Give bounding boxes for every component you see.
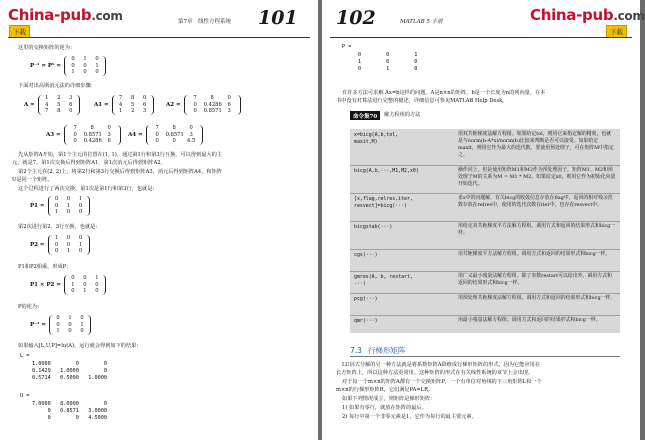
command-syntax-line: pcg(···) bbox=[354, 296, 378, 302]
command-row bbox=[350, 315, 620, 333]
paragraph-3b: m×n的行梯形矩阵R，它们满足PA=LR。 bbox=[336, 387, 434, 393]
command-description: 操作同上。但是使用矩阵M1和M2作为预处理因子。矩阵M1、M2和预处理子M的关系为M = M1 * M2。如果给定x0，则用它作为初始化向量开始迭代。 bbox=[458, 167, 616, 187]
matrix-cell: 1 bbox=[80, 321, 84, 328]
matrix-a-label: A = bbox=[24, 101, 35, 108]
matrix-cell: 3 bbox=[142, 108, 147, 114]
command-syntax-line: bicg(A,b,···,M1,M2,x0) bbox=[354, 168, 419, 174]
list-item-1: 1) 如果有零行，就放在矩阵的最后。 bbox=[342, 405, 427, 411]
matrix-cell: 0 bbox=[54, 202, 59, 209]
l-label: L = bbox=[20, 353, 30, 359]
header-rule bbox=[8, 37, 310, 38]
matrix-cell: 1 bbox=[66, 202, 71, 209]
matrix-cell: 0 bbox=[142, 95, 147, 101]
command-description: 用广义最小残量法解方程组。除了参数restart可以给出外，调用方式和返回的结果形式和bicg一样。 bbox=[458, 273, 612, 286]
matrix-cell: 6 bbox=[107, 138, 111, 144]
matrix-p2-label: P2 = bbox=[30, 241, 45, 248]
matrix-cell: 0 bbox=[193, 101, 197, 108]
command-syntax-line: qmr(···) bbox=[354, 318, 378, 324]
matrix-row bbox=[149, 138, 200, 145]
matrix-cell: 0 bbox=[68, 328, 72, 334]
matrix-cell: 1 bbox=[83, 56, 87, 62]
pinv-label: P⁻¹ = Pᵀ = bbox=[30, 62, 62, 69]
matrix-p2 bbox=[30, 235, 90, 255]
paragraph-2: LU因式分解的另一种方法就是将系数矩阵A降维成行梯形矩阵的形式，因为它能应用在 bbox=[342, 362, 541, 368]
matrix-row bbox=[67, 69, 103, 76]
command-syntax bbox=[354, 274, 413, 288]
paragraph-1b: 书中没有对算法进行完整的描述，详细信息可参见MATLAB Help Desk。 bbox=[336, 98, 508, 104]
matrix-cell: 0 bbox=[80, 328, 84, 334]
matrix-cell: 4 bbox=[45, 101, 49, 108]
matrix-cell: 5 bbox=[57, 101, 61, 108]
china-pub-logo[interactable]: China-pub.com bbox=[8, 6, 123, 24]
section-heading bbox=[350, 345, 405, 356]
output-row: 0 1 0 bbox=[358, 66, 418, 72]
matrix-a2 bbox=[166, 95, 241, 115]
matrix-cell: 0.8571 bbox=[165, 131, 184, 138]
section-title: 行梯形矩阵 bbox=[367, 346, 406, 355]
matrix-cell: 0.8571 bbox=[203, 108, 222, 114]
output-row: 0.1429 1.0000 0 bbox=[32, 368, 107, 374]
row-separator bbox=[350, 293, 620, 294]
command-description: 用最小残量法解方程组。调用方式和返回的结果形式和bicg一样。 bbox=[458, 317, 601, 323]
matrix-cell: 0 bbox=[66, 235, 71, 241]
output-row: 0 0 4.5000 bbox=[32, 415, 107, 421]
row-separator bbox=[350, 165, 620, 166]
command-set-heading bbox=[350, 111, 420, 120]
book-title: MATLAB 5 手册 bbox=[400, 19, 443, 25]
command-syntax-line: maxit,M) bbox=[354, 139, 378, 145]
p-output bbox=[358, 52, 417, 73]
matrix-cell: 0 bbox=[54, 196, 59, 202]
l-output bbox=[32, 361, 107, 382]
matrix-a3 bbox=[46, 125, 121, 145]
matrix-a bbox=[24, 95, 80, 115]
paragraph-4: 如果下列情况成立，则矩阵是梯形矩阵： bbox=[342, 396, 436, 402]
matrix-cell: 7 bbox=[45, 108, 49, 114]
matrix-row bbox=[187, 108, 238, 115]
matrix-p1p2 bbox=[30, 275, 106, 295]
matrix-cell: 0 bbox=[56, 321, 60, 328]
command-row bbox=[350, 129, 620, 165]
matrix-row bbox=[115, 108, 151, 115]
intro-text: 这里的交换矩阵的逆为： bbox=[18, 45, 76, 51]
row-separator bbox=[350, 315, 620, 316]
matrix-cell: 0 bbox=[68, 321, 72, 328]
matrix-pinv2-label: P⁻¹ = bbox=[30, 321, 46, 328]
matrix-cell: 1 bbox=[54, 209, 59, 215]
matrix-cell: 7 bbox=[155, 125, 159, 131]
matrix-a3-label: A3 = bbox=[46, 131, 61, 138]
matrix-brackets bbox=[48, 235, 90, 255]
command-syntax bbox=[354, 132, 398, 146]
matrix-cell: 0 bbox=[71, 56, 75, 62]
command-row bbox=[350, 249, 620, 271]
matrix-cell: 1 bbox=[71, 69, 75, 75]
command-description: 用双共轭梯度法解方程组。如果给定tol，则用它来指定解的精度，也就是与norm(b-A*x)/norm(b)比较来判断是否可以接受。如果给定maxit，则用它作为最大的迭代数。要使用预处理子，可在矩阵M中指定之。 bbox=[458, 131, 614, 158]
matrix-cell: 0 bbox=[83, 281, 87, 288]
matrix-cell: 3 bbox=[107, 131, 111, 138]
matrix-cell: 0 bbox=[66, 196, 71, 202]
row-separator bbox=[350, 249, 620, 250]
row-separator bbox=[350, 193, 620, 194]
matrix-cell: 1 bbox=[95, 62, 99, 69]
command-description: 用给定双共轭梯度平方法解方程组。调用方式和返回的结果形式和bicg一样。 bbox=[458, 223, 616, 236]
matrix-cell: 0 bbox=[66, 241, 71, 248]
matrix-row bbox=[51, 209, 87, 216]
command-syntax-line: gmres(A, b, restart, bbox=[354, 274, 413, 280]
command-row bbox=[350, 165, 620, 193]
page-number: 102 bbox=[336, 7, 376, 29]
command-syntax-line: x=bicg(A,b,tol, bbox=[354, 132, 399, 138]
command-row bbox=[350, 193, 620, 221]
command-syntax bbox=[354, 252, 378, 259]
paragraph-6: P的逆为： bbox=[18, 304, 43, 310]
matrix-brackets bbox=[146, 125, 203, 145]
paragraph-2: 第2个主元在(2, 2)上，将第2行和第3行交换后得到矩阵A3，消元后得到矩阵A4，和矩阵 bbox=[18, 169, 222, 175]
matrix-cell: 0 bbox=[54, 248, 59, 254]
command-set-title: 解方程组的方法 bbox=[384, 112, 421, 118]
command-syntax bbox=[354, 196, 413, 210]
matrix-row bbox=[41, 108, 77, 115]
matrix-cell: 2 bbox=[130, 108, 135, 114]
matrix-cell: 0 bbox=[66, 209, 71, 215]
matrix-cell: 7 bbox=[193, 95, 197, 101]
matrix-a1 bbox=[94, 95, 154, 115]
matrix-p1 bbox=[30, 196, 90, 216]
download-badge[interactable]: 下载 bbox=[606, 25, 627, 38]
matrix-cell: 1 bbox=[45, 95, 49, 101]
matrix-cell: 0 bbox=[73, 138, 77, 144]
matrix-cell: 1 bbox=[78, 196, 83, 202]
p-label: P = bbox=[342, 44, 352, 50]
matrix-cell: 0 bbox=[56, 315, 60, 321]
matrix-cell: 0 bbox=[172, 138, 176, 144]
matrix-cell: 1 bbox=[66, 248, 71, 254]
output-row: 0 0 1 bbox=[358, 52, 418, 58]
matrix-pinv2 bbox=[30, 315, 91, 335]
matrix-brackets bbox=[64, 56, 106, 76]
paragraph-5: P1和P2相乘，形成P： bbox=[18, 264, 72, 270]
matrix-cell: 8 bbox=[210, 95, 214, 101]
command-syntax-line: ···) bbox=[354, 281, 366, 287]
matrix-cell: 6 bbox=[142, 101, 147, 108]
matrix-cell: 0.4286 bbox=[203, 101, 222, 108]
matrix-cell: 7 bbox=[73, 125, 77, 131]
matrix-cell: 8 bbox=[130, 95, 135, 101]
command-syntax-line: cgs(···) bbox=[354, 252, 378, 258]
matrix-cell: 0 bbox=[95, 56, 99, 62]
paragraph-1b: 元，就是7。第1次交换后得到矩阵A1，第1次消元后得到矩阵A2。 bbox=[12, 160, 166, 166]
page-number: 101 bbox=[258, 7, 298, 29]
matrix-cell: 3 bbox=[227, 108, 231, 114]
matrix-cell: 0 bbox=[54, 241, 59, 248]
u-label: U = bbox=[20, 393, 30, 399]
chapter-title: 第7章 线性方程系统 bbox=[178, 19, 231, 25]
list-item-2: 2) 每行中第一个非零元素是1，它作为每行的最主要元素。 bbox=[342, 414, 477, 420]
matrix-brackets bbox=[38, 95, 80, 115]
row-separator bbox=[350, 271, 620, 272]
matrix-brackets bbox=[184, 95, 241, 115]
matrix-cell: 0 bbox=[71, 288, 75, 294]
output-row: 0 0.8571 3.0000 bbox=[32, 408, 107, 414]
matrix-cell: 2 bbox=[57, 95, 61, 101]
matrix-cell: 0 bbox=[78, 202, 83, 209]
output-row: 1.0000 0 0 bbox=[32, 361, 107, 367]
matrix-cell: 1 bbox=[56, 328, 60, 334]
paragraph-3: 这个过程进行了两次交换，第1次是第1行和第3行，也就是： bbox=[18, 186, 158, 192]
paragraph-3: 对于每一个m×n的矩阵A都有一个交换矩阵P，一个有单位对角线的下三角矩阵L和一个 bbox=[342, 379, 542, 385]
steps-intro: 下面对出高斯消元法的详细步骤： bbox=[18, 83, 96, 89]
matrix-cell: 0 bbox=[95, 288, 99, 294]
pinv-matrix bbox=[30, 56, 106, 76]
matrix-p1p2-label: P1 × P2 = bbox=[30, 281, 61, 288]
matrix-cell: 4.5 bbox=[187, 138, 196, 144]
command-syntax bbox=[354, 318, 378, 325]
matrix-cell: 3 bbox=[189, 131, 193, 138]
paragraph-4: 第2次进行第2、3行互换，也就是： bbox=[18, 224, 101, 230]
matrix-cell: 1 bbox=[78, 241, 83, 248]
download-badge[interactable]: 下载 bbox=[9, 25, 30, 38]
matrix-a1-label: A1 = bbox=[94, 101, 109, 108]
u-output bbox=[32, 401, 107, 422]
matrix-cell: 6 bbox=[227, 101, 231, 108]
header-rule bbox=[330, 37, 632, 38]
matrix-p1-label: P1 = bbox=[30, 202, 45, 209]
matrix-cell: 0 bbox=[155, 138, 159, 144]
right-page bbox=[322, 0, 645, 440]
matrix-cell: 0 bbox=[193, 108, 197, 114]
command-description: 求x中的问题解。有关bicg的收敛信息存放在flag中，返回的相对残余范数存放在relres中，使用的迭代次数在iter中，也存在resvect中。 bbox=[458, 195, 613, 208]
matrix-cell: 4 bbox=[118, 101, 123, 108]
command-description: 用共轭梯度平方法解方程组。调用方式和返回的结果形式和bicg一样。 bbox=[458, 251, 611, 257]
matrix-cell: 1 bbox=[54, 235, 59, 241]
matrix-cell: 8 bbox=[172, 125, 176, 131]
paragraph-2b: 长方矩阵上，所以这种方法更常用。这种矩阵的形式在有关线性系统的章节上会出现。 bbox=[336, 370, 534, 376]
china-pub-logo[interactable]: China-pub.com bbox=[530, 6, 645, 24]
command-set-badge: 命令集70 bbox=[350, 111, 380, 120]
command-row bbox=[350, 293, 620, 315]
matrix-cell: 5 bbox=[130, 101, 135, 108]
command-row bbox=[350, 271, 620, 293]
paragraph-1: 先从矩阵A开始，第1个主元的位置在(1, 1)，通过第1行和第3行互换，可以得到最大的主 bbox=[18, 152, 222, 158]
matrix-brackets bbox=[112, 95, 154, 115]
matrix-cell: 0 bbox=[155, 131, 159, 138]
matrix-cell: 1 bbox=[118, 108, 123, 114]
matrix-brackets bbox=[49, 315, 91, 335]
matrix-cell: 3 bbox=[69, 95, 73, 101]
matrix-cell: 0 bbox=[73, 131, 77, 138]
matrix-row bbox=[52, 328, 88, 335]
paragraph-7: 如果输入[L,U,P]=lu(A)，运行就会得到如下的结果： bbox=[18, 343, 142, 349]
matrix-brackets bbox=[64, 275, 106, 295]
matrix-cell: 0 bbox=[189, 125, 193, 131]
matrix-a4-label: A4 = bbox=[128, 131, 143, 138]
matrix-cell: 0 bbox=[71, 62, 75, 69]
matrix-cell: 8 bbox=[90, 125, 94, 131]
matrix-cell: 7 bbox=[118, 95, 123, 101]
command-table bbox=[350, 129, 620, 333]
matrix-row bbox=[51, 248, 87, 255]
output-row: 7.0000 8.0000 0 bbox=[32, 401, 107, 407]
command-syntax-line: bicgstab(···) bbox=[354, 224, 393, 230]
command-description: 用预处理共轭梯度法解方程组。调用方式和返回的结果形式和bicg一样。 bbox=[458, 295, 616, 301]
matrix-cell: 0 bbox=[71, 275, 75, 281]
output-row: 0.5714 0.5000 1.0000 bbox=[32, 375, 107, 381]
command-syntax bbox=[354, 168, 419, 175]
matrix-cell: 0 bbox=[83, 62, 87, 69]
matrix-cell: 6 bbox=[69, 101, 73, 108]
row-separator bbox=[350, 221, 620, 222]
matrix-a4 bbox=[128, 125, 203, 145]
matrix-row bbox=[67, 288, 103, 295]
matrix-cell: 1 bbox=[95, 275, 99, 281]
command-row bbox=[350, 221, 620, 249]
matrix-cell: 0.4286 bbox=[83, 138, 102, 144]
matrix-cell: 0 bbox=[78, 235, 83, 241]
command-syntax bbox=[354, 296, 378, 303]
matrix-cell: 0 bbox=[83, 69, 87, 75]
section-rule bbox=[350, 356, 620, 357]
matrix-cell: 0 bbox=[69, 108, 73, 114]
matrix-row bbox=[67, 138, 118, 145]
matrix-cell: 0 bbox=[95, 281, 99, 288]
matrix-cell: 1 bbox=[68, 315, 72, 321]
matrix-cell: 0 bbox=[80, 315, 84, 321]
output-row: 1 0 0 bbox=[358, 59, 418, 65]
matrix-cell: 0 bbox=[78, 209, 83, 215]
section-number: 7.3 bbox=[350, 346, 362, 355]
command-syntax bbox=[354, 224, 392, 231]
matrix-a2-label: A2 = bbox=[166, 101, 181, 108]
matrix-cell: 1 bbox=[71, 281, 75, 288]
command-syntax-line: resvect]=bicg(···) bbox=[354, 203, 407, 209]
command-syntax-line: [x,flag,relres,iter, bbox=[354, 196, 413, 202]
matrix-cell: 0 bbox=[95, 69, 99, 75]
matrix-cell: 0 bbox=[78, 248, 83, 254]
matrix-cell: 0.8571 bbox=[83, 131, 102, 138]
matrix-cell: 0 bbox=[83, 275, 87, 281]
matrix-brackets bbox=[64, 125, 121, 145]
paragraph-1: 有许多方法可求解 Ax=b这样的问题，A是n×n的矩阵，b是一个长度为n的列向量。在本 bbox=[342, 90, 546, 96]
matrix-cell: 1 bbox=[83, 288, 87, 294]
matrix-cell: 0 bbox=[227, 95, 231, 101]
left-page bbox=[0, 0, 318, 440]
matrix-brackets bbox=[48, 196, 90, 216]
matrix-cell: 8 bbox=[57, 108, 61, 114]
paragraph-2b: U是同一个矩阵。 bbox=[12, 177, 53, 183]
matrix-cell: 0 bbox=[107, 125, 111, 131]
